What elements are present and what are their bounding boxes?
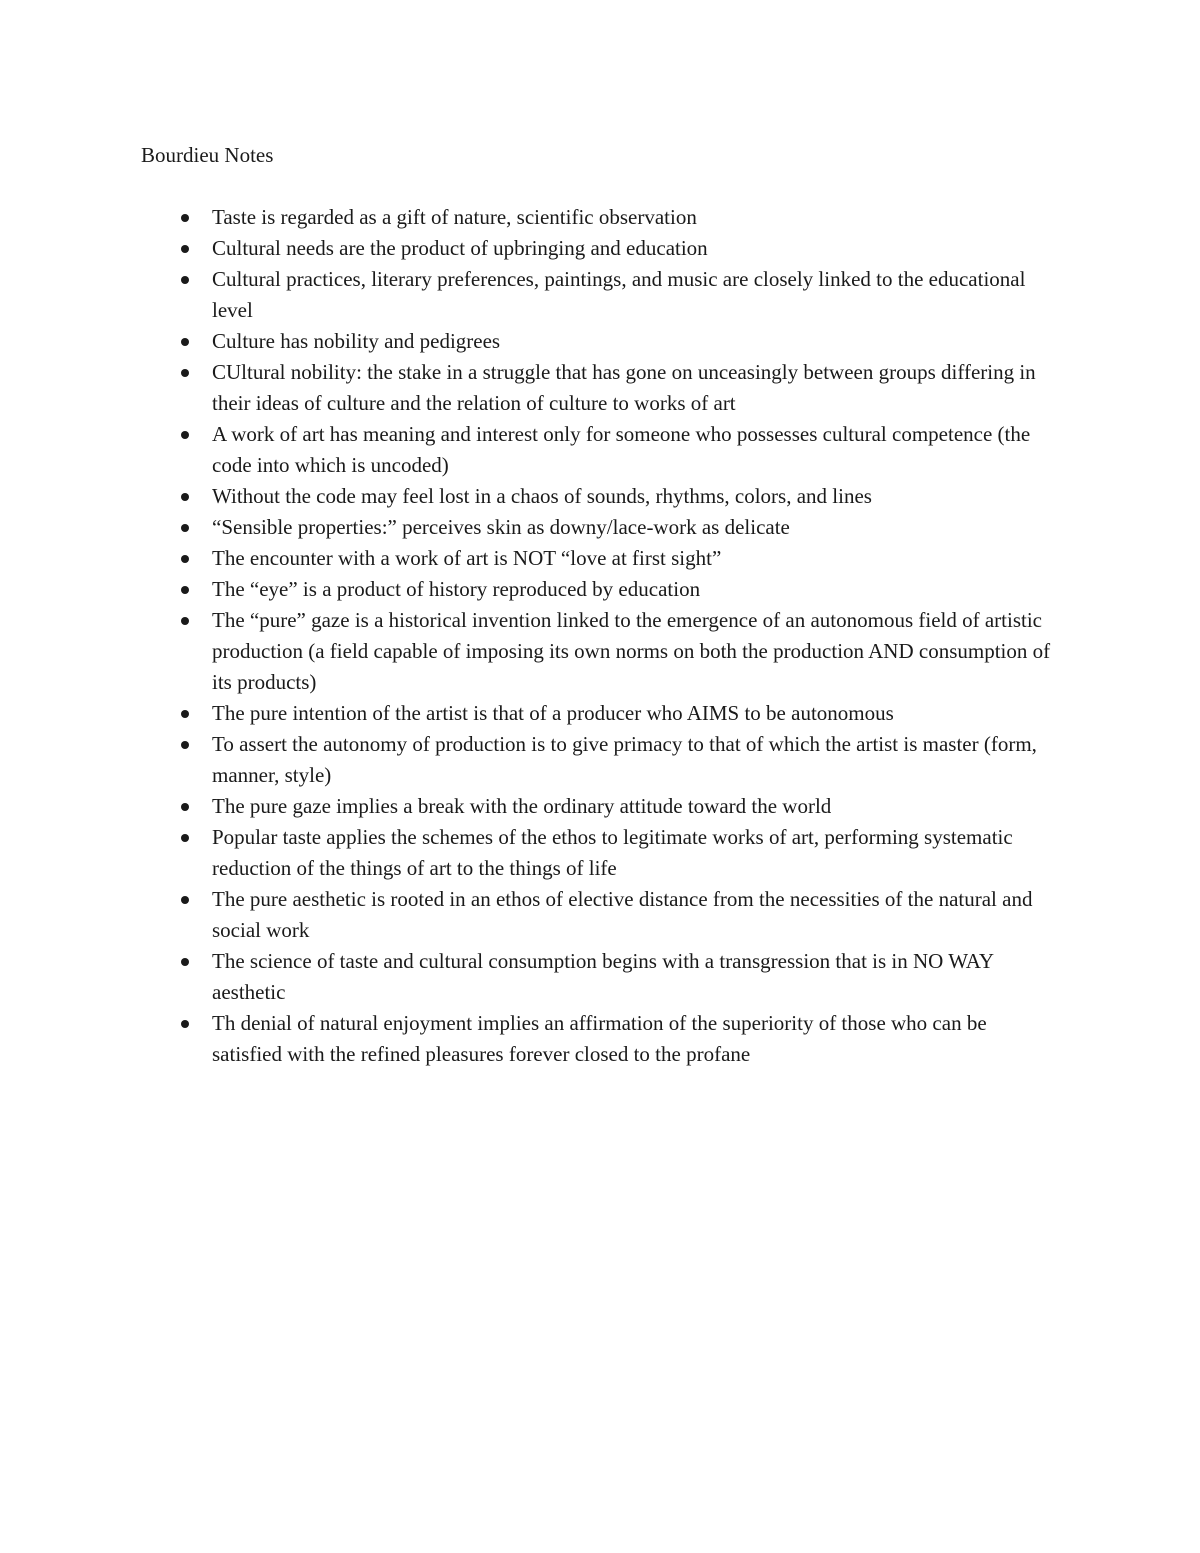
list-item-text: Popular taste applies the schemes of the ethos to legitimate works of art, performing systematic reduction of the things of art to the things of life xyxy=(212,825,1013,880)
list-item-text: The pure gaze implies a break with the ordinary attitude toward the world xyxy=(212,794,832,818)
bullet-icon xyxy=(181,896,189,904)
list-item-text: Cultural practices, literary preferences, paintings, and music are closely linked to the educational level xyxy=(212,267,1026,322)
bullet-icon xyxy=(181,958,189,966)
bullet-icon xyxy=(181,1020,189,1028)
list-item xyxy=(141,574,1061,605)
list-item xyxy=(141,822,1061,884)
list-item-text: Cultural needs are the product of upbringing and education xyxy=(212,236,708,260)
list-item xyxy=(141,791,1061,822)
bullet-icon xyxy=(181,710,189,718)
list-item-text: “Sensible properties:” perceives skin as downy/lace-work as delicate xyxy=(212,515,790,539)
bullet-icon xyxy=(181,741,189,749)
list-item-text: The pure intention of the artist is that of a producer who AIMS to be autonomous xyxy=(212,701,894,725)
bullet-icon xyxy=(181,245,189,253)
list-item-text: A work of art has meaning and interest only for someone who possesses cultural competence (the code into which is uncoded) xyxy=(212,422,1031,477)
list-item-text: The “pure” gaze is a historical invention linked to the emergence of an autonomous field of artistic production (a field capable of imposing its own norms on both the production AND consumption of its products) xyxy=(212,608,1051,694)
bullet-icon xyxy=(181,214,189,222)
list-item xyxy=(141,512,1061,543)
list-item xyxy=(141,202,1061,233)
bullet-icon xyxy=(181,431,189,439)
bullet-icon xyxy=(181,586,189,594)
list-item xyxy=(141,419,1061,481)
bullet-icon xyxy=(181,276,189,284)
list-item-text: Without the code may feel lost in a chaos of sounds, rhythms, colors, and lines xyxy=(212,484,872,508)
list-item xyxy=(141,605,1061,698)
list-item-text: The pure aesthetic is rooted in an ethos of elective distance from the necessities of the natural and social work xyxy=(212,887,1033,942)
list-item xyxy=(141,357,1061,419)
list-item-text: The “eye” is a product of history reproduced by education xyxy=(212,577,701,601)
list-item xyxy=(141,884,1061,946)
bullet-icon xyxy=(181,617,189,625)
bullet-icon xyxy=(181,803,189,811)
bullet-icon xyxy=(181,493,189,501)
list-item xyxy=(141,946,1061,1008)
bullet-icon xyxy=(181,834,189,842)
bullet-icon xyxy=(181,524,189,532)
bullet-icon xyxy=(181,555,189,563)
list-item xyxy=(141,481,1061,512)
list-item-text: Th denial of natural enjoyment implies an affirmation of the superiority of those who can be satisfied with the refined pleasures forever closed to the profane xyxy=(212,1011,987,1066)
list-item-text: To assert the autonomy of production is to give primacy to that of which the artist is master (form, manner, style) xyxy=(212,732,1037,787)
document-title: Bourdieu Notes xyxy=(141,143,274,167)
list-item-text: The encounter with a work of art is NOT “love at first sight” xyxy=(212,546,722,570)
list-item xyxy=(141,543,1061,574)
list-item-text: Taste is regarded as a gift of nature, scientific observation xyxy=(212,205,697,229)
list-item xyxy=(141,698,1061,729)
notes-bullet-list xyxy=(141,202,1061,1070)
list-item xyxy=(141,264,1061,326)
list-item-text: The science of taste and cultural consumption begins with a transgression that is in NO WAY aesthetic xyxy=(212,949,994,1004)
bullet-icon xyxy=(181,338,189,346)
list-item-text: CUltural nobility: the stake in a struggle that has gone on unceasingly between groups differing in their ideas of culture and the relation of culture to works of art xyxy=(212,360,1036,415)
list-item xyxy=(141,326,1061,357)
list-item xyxy=(141,729,1061,791)
bullet-icon xyxy=(181,369,189,377)
list-item xyxy=(141,233,1061,264)
list-item-text: Culture has nobility and pedigrees xyxy=(212,329,501,353)
list-item xyxy=(141,1008,1061,1070)
